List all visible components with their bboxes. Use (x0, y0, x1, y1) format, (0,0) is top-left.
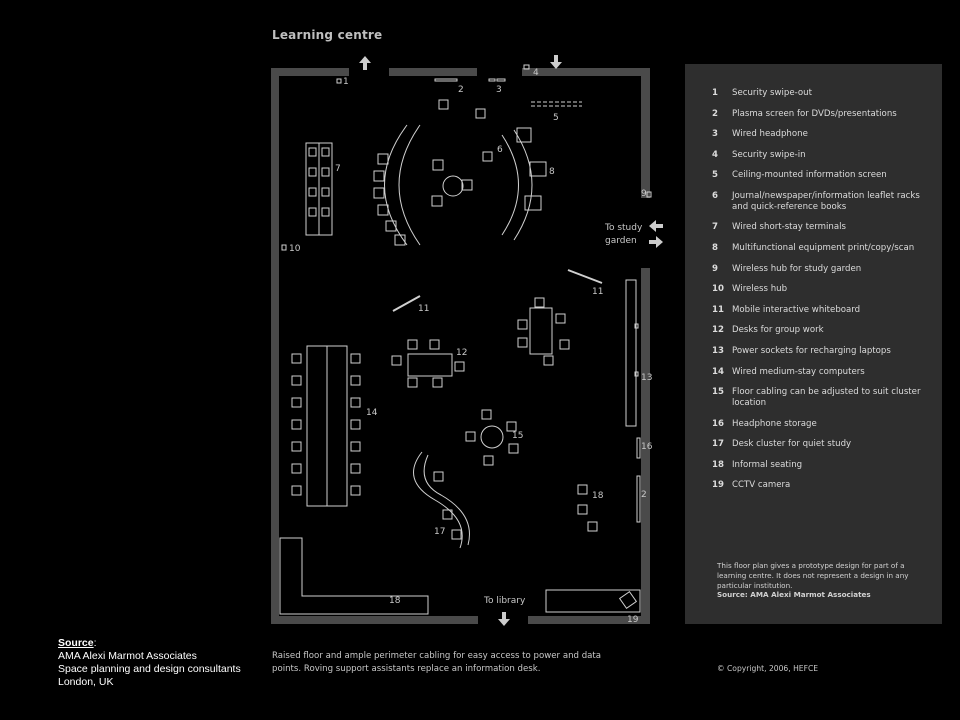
legend-item: 1 Security swipe-out (712, 88, 812, 98)
legend-item: 5 Ceiling-mounted information screen (712, 170, 887, 181)
arrow-right-icon (649, 236, 663, 248)
arrow-left-icon (649, 220, 663, 232)
marker-18a: 18 (592, 491, 604, 501)
marker-13: 13 (641, 373, 653, 383)
marker-11b: 11 (592, 287, 604, 297)
marker-14: 14 (366, 408, 378, 418)
marker-8: 8 (549, 167, 555, 177)
source-line-3: London, UK (58, 676, 114, 688)
legend-note-body: This floor plan gives a prototype design for part of a learning centre. It does not represent a design in any particular institution. (717, 561, 909, 590)
computers-14 (292, 346, 360, 506)
legend-item: 11 Mobile interactive whiteboard (712, 304, 861, 315)
legend-item: 17 Desk cluster for quiet study (712, 439, 852, 450)
marker-6: 6 (497, 145, 503, 155)
marker-2a: 2 (458, 85, 464, 95)
group-desk-12 (392, 340, 464, 387)
marker-16: 16 (641, 442, 653, 452)
to-study-garden-line2: garden (605, 236, 637, 246)
arrow-down-library-icon (498, 612, 510, 626)
legend-item: 15 Floor cabling can be adjusted to suit cluster location (712, 387, 921, 408)
marker-15: 15 (512, 431, 524, 441)
legend-item: 10 Wireless hub (712, 284, 788, 295)
legend-item: 19 CCTV camera (712, 480, 791, 491)
legend-item: 6 Journal/newspaper/information leaflet racks and quick-reference books (712, 190, 920, 212)
legend-item: 4 Security swipe-in (712, 149, 806, 160)
legend-list (712, 88, 934, 501)
round-table-centre (432, 100, 492, 206)
marker-11a: 11 (418, 304, 430, 314)
l-seating-18 (280, 538, 428, 614)
legend-item: 8 Multifunctional equipment print/copy/scan (712, 242, 915, 253)
to-study-garden-line1: To study (605, 223, 643, 233)
legend-item: 7 Wired short-stay terminals (712, 222, 847, 233)
legend-item: 12 Desks for group work (712, 325, 824, 336)
legend-item: 16 Headphone storage (712, 418, 817, 429)
source-block (58, 637, 241, 689)
marker-7: 7 (335, 164, 341, 174)
group-desk-right (518, 298, 569, 365)
marker-12: 12 (456, 348, 468, 358)
marker-19: 19 (627, 615, 639, 625)
marker-4: 4 (533, 68, 539, 78)
marker-18b: 18 (389, 596, 401, 606)
marker-17: 17 (434, 527, 446, 537)
round-table-15 (466, 410, 518, 465)
marker-5: 5 (553, 113, 559, 123)
doorway-arrows (359, 55, 663, 626)
copyright: © Copyright, 2006, HEFCE (717, 664, 819, 673)
to-library-label: To library (484, 596, 526, 606)
legend-item: 2 Plasma screen for DVDs/presentations (712, 108, 897, 119)
marker-1: 1 (343, 77, 349, 87)
arrow-down-icon (550, 55, 562, 69)
floor-plan (268, 52, 668, 632)
arc-desk-6 (374, 125, 420, 245)
source-line-1: AMA Alexi Marmot Associates (58, 650, 197, 662)
source-line-2: Space planning and design consultants (58, 663, 241, 675)
legend-item: 13 Power sockets for recharging laptops (712, 345, 891, 356)
arrow-up-icon (359, 56, 371, 70)
marker-2b: 2 (641, 490, 647, 500)
legend-panel (685, 64, 942, 624)
bench-19 (546, 590, 640, 612)
marker-10: 10 (289, 244, 301, 254)
terminals-7 (306, 143, 332, 235)
legend-note-source: Source: AMA Alexi Marmot Associates (717, 590, 871, 600)
legend-item: 14 Wired medium-stay computers (712, 366, 865, 377)
marker-3a: 3 (496, 85, 502, 95)
legend-note (717, 561, 932, 600)
source-label: Source (58, 637, 94, 649)
legend-item: 3 Wired headphone (712, 129, 808, 140)
legend-item: 18 Informal seating (712, 459, 803, 470)
plan-title: Learning centre (272, 28, 383, 42)
marker-9: 9 (641, 189, 647, 199)
plan-caption: Raised floor and ample perimeter cabling for easy access to power and data points. Roving support assistants replace an information desk. (272, 651, 602, 674)
legend-item: 9 Wireless hub for study garden (712, 263, 862, 274)
source-colon: : (93, 637, 97, 649)
arc-desk-8 (502, 128, 546, 240)
